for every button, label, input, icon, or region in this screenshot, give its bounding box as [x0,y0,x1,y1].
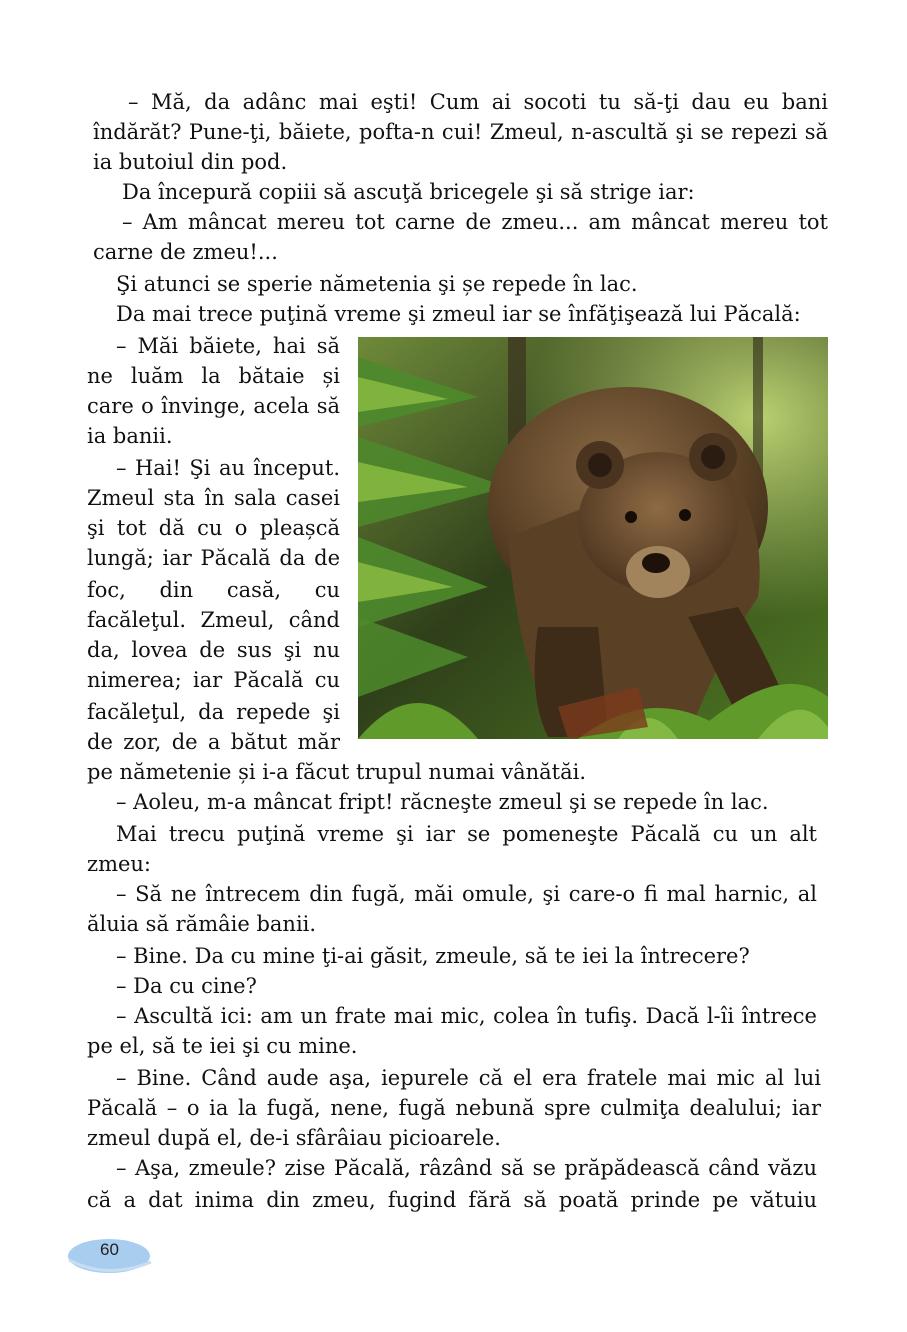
text-line: zmeu: [87,852,152,876]
text-line: facăleţul, da repede şi [87,700,340,724]
text-line: nimerea; iar Păcală cu [87,668,340,692]
text-line: ia butoiul din pod. [93,150,288,174]
text-line: – Ascultă ici: am un frate mai mic, colea în tufiş. Dacă l-îi întrece [116,1004,817,1028]
page-number-badge [67,1236,152,1276]
text-line: Păcală – o ia la fugă, nene, fugă nebună spre culmiţa dealului; iar [87,1096,821,1120]
text-line: facăleţul. Zmeul, când [87,608,340,632]
text-line: – Aşa, zmeule? zise Păcală, râzând să se prăpădească când văzu [116,1156,817,1180]
text-line: ia banii. [87,424,173,448]
text-line: ăluia să rămâie banii. [87,912,317,936]
text-line: foc, din casă, cu [87,578,340,602]
bear-photo [358,337,828,739]
text-line: – Mă, da adânc mai eşti! Cum ai socoti tu să-ţi dau eu bani [128,90,828,114]
text-line: pe nămetenie și i-a făcut trupul numai vânătăi. [87,760,587,784]
text-line: Da mai trece puţină vreme şi zmeul iar se înfăţişează lui Păcală: [116,302,801,326]
text-line: – Măi băiete, hai să [116,334,340,358]
text-line: Da începură copiii să ascuţă bricegele şi să strige iar: [122,180,695,204]
text-line: – Aoleu, m-a mâncat fript! răcneşte zmeul şi se repede în lac. [116,790,769,814]
text-line: şi tot dă cu o pleașcă [87,516,340,540]
text-line: – Bine. Da cu mine ţi-ai găsit, zmeule, să te iei la întrecere? [116,944,750,968]
text-line: pe el, să te iei şi cu mine. [87,1034,358,1058]
text-line: Mai trecu puţină vreme şi iar se pomeneşte Păcală cu un alt [116,822,817,846]
text-line: Şi atunci se sperie nămetenia şi șe repede în lac. [116,272,638,296]
page-number: 60 [100,1240,119,1259]
text-line: – Da cu cine? [116,974,257,998]
text-line: ne luăm la bătaie și [87,364,340,388]
text-line: da, lovea de sus şi nu [87,638,340,662]
text-line: Zmeul sta în sala casei [87,486,340,510]
text-line: îndărăt? Pune-ţi, băiete, pofta-n cui! Zmeul, n-ascultă şi se repezi să [93,120,828,144]
text-line: care o învinge, acela să [87,394,340,418]
text-line: carne de zmeu!... [93,240,278,264]
text-line: zmeul după el, de-i sfârâiau picioarele. [87,1126,501,1150]
text-line: de zor, de a bătut măr [87,730,340,754]
text-line: că a dat inima din zmeu, fugind fără să poată prinde pe vătuiu [87,1188,817,1212]
text-line: – Hai! Şi au început. [116,456,340,480]
text-line: – Să ne întrecem din fugă, măi omule, şi care-o fi mal harnic, al [116,882,817,906]
text-line: lungă; iar Păcală da de [87,546,340,570]
text-line: – Bine. Când aude aşa, iepurele că el era fratele mai mic al lui [116,1066,821,1090]
text-line: – Am mâncat mereu tot carne de zmeu... am mâncat mereu tot [122,210,828,234]
